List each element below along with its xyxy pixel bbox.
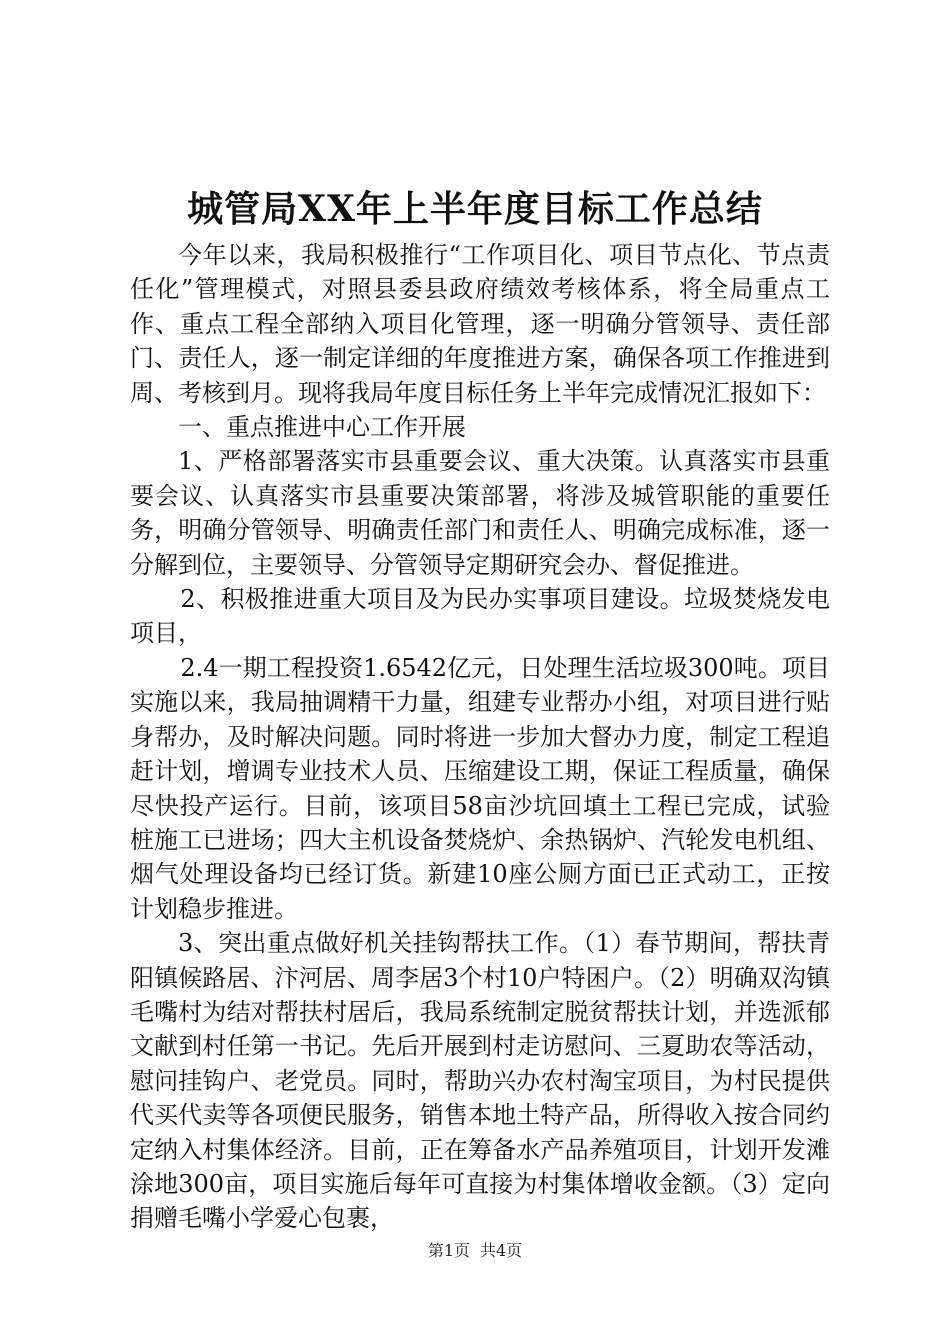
section-heading-1: 一、重点推进中心工作开展 — [178, 413, 466, 442]
page-total: 共4页 — [480, 1241, 523, 1260]
paragraph-item-1: 1、严格部署落实市县重要会议、重大决策。认真落实市县重要会议、认真落实市县重要决策部署，将涉及城管职能的重要任务，明确分管领导、明确责任部门和责任人、明确完成标准，逐一分解到位，主要领导、分管领导定期研究会办、督促推进。 — [130, 447, 830, 579]
paragraph-item-2: 2、积极推进重大项目及为民办实事项目建设。垃圾焚烧发电项目， — [130, 585, 830, 648]
paragraph-intro: 今年以来，我局积极推行“工作项目化、项目节点化、节点责任化”管理模式，对照县委县政府绩效考核体系，将全局重点工作、重点工程全部纳入项目化管理，逐一明确分管领导、责任部门、责任人，逐一制定详细的年度推进方案，确保各项工作推进到周、考核到月。现将我局年度目标任务上半年完成情况汇报如下： — [130, 241, 830, 407]
document-body — [130, 238, 830, 1236]
document-title: 城管局XX年上半年度目标工作总结 — [187, 188, 763, 230]
paragraph-item-2-4: 2.4一期工程投资1.6542亿元，日处理生活垃圾300吨。项目实施以来，我局抽调精干力量，组建专业帮办小组，对项目进行贴身帮办，及时解决问题。同时将进一步加大督办力度，制定工程追赶计划，增调专业技术人员、压缩建设工期，保证工程质量，确保尽快投产运行。目前，该项目58亩沙坑回填土工程已完成，试验桩施工已进场；四大主机设备焚烧炉、余热锅炉、汽轮发电机组、烟气处理设备均已经订货。新建10座公厕方面已正式动工，正按计划稳步推进。 — [130, 653, 830, 923]
paragraph-item-3: 3、突出重点做好机关挂钩帮扶工作。（1）春节期间，帮扶青阳镇候路居、汴河居、周李居3个村10户特困户。（2）明确双沟镇毛嘴村为结对帮扶村居后，我局系统制定脱贫帮扶计划，并选派郁文献到村任第一书记。先后开展到村走访慰问、三夏助农等活动，慰问挂钩户、老党员。同时，帮助兴办农村淘宝项目，为村民提供代买代卖等各项便民服务，销售本地土特产品，所得收入按合同约定纳入村集体经济。目前，正在筹备水产品养殖项目，计划开发滩涂地300亩，项目实施后每年可直接为村集体增收金额。（3）定向捐赠毛嘴小学爱心包裹， — [130, 929, 830, 1233]
page-number: 第1页 — [427, 1241, 470, 1260]
page-footer — [0, 1240, 950, 1262]
